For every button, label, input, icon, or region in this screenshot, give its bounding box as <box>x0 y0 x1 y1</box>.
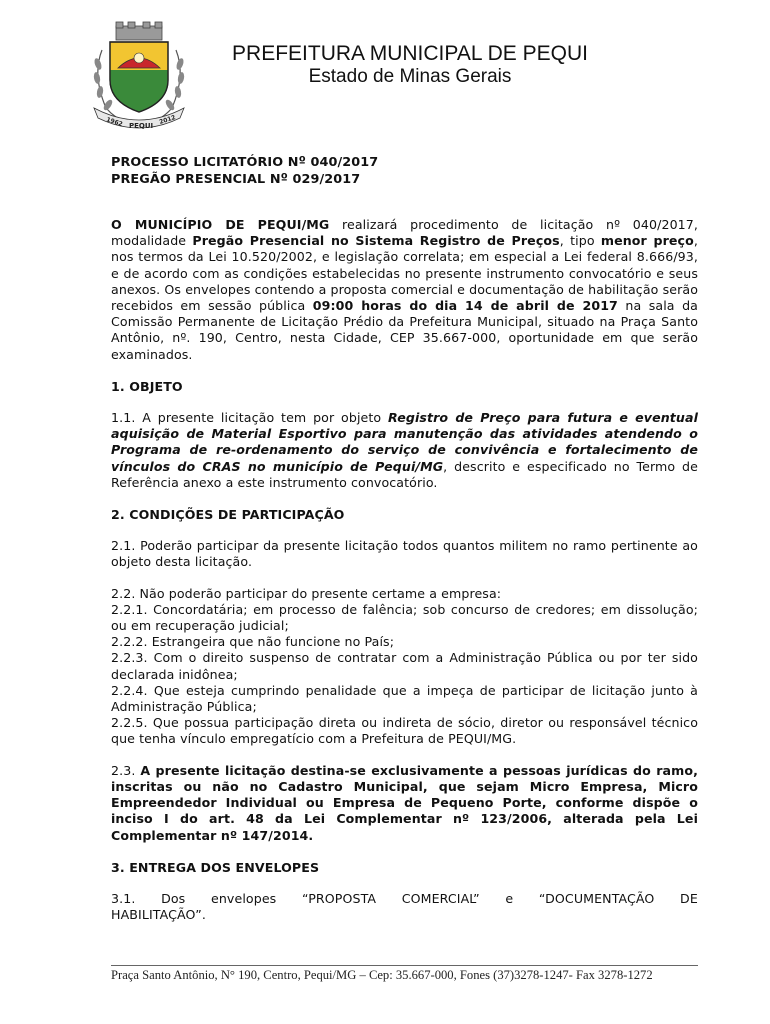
crest-year-right: 2012 <box>158 114 177 126</box>
page-footer: Praça Santo Antônio, N° 190, Centro, Pequi/MG – Cep: 35.667-000, Fones (37)3278-1247- Fax 3278-1272 <box>111 968 653 982</box>
section-1-title: 1. OBJETO <box>111 378 183 394</box>
intro-text-1: realizará procedimento de licitação nº 040/2017, modalidade <box>111 217 699 249</box>
p3-1-word-7: “DOCUMENTAÇÃO <box>538 890 655 906</box>
paragraph-2-2-2: 2.2.2. Estrangeira que não funcione no País; <box>111 634 395 650</box>
document-body <box>111 155 698 923</box>
p3-1-word-5: COMERCIAL” <box>401 890 480 906</box>
municipal-crest-icon <box>88 20 190 130</box>
crest-name: PEQUI <box>129 122 154 130</box>
paragraph-2-1: 2.1. Poderão participar da presente licitação todos quantos militem no ramo pertinente ao objeto desta licitação. <box>111 538 698 570</box>
intro-session-time: 09:00 horas do dia 14 de abril de 2017 <box>312 298 618 314</box>
paragraph-2-2-1: 2.2.1. Concordatária; em processo de falência; sob concurso de credores; em dissolução; ou em recuperação judicial; <box>111 601 698 634</box>
p3-1-word-1: 3.1. <box>111 890 136 906</box>
p2-3-number: 2.3. <box>111 762 141 778</box>
section-3-title: 3. ENTREGA DOS ENVELOPES <box>111 859 320 875</box>
paragraph-1-1 <box>111 410 698 491</box>
p2-3-text: A presente licitação destina-se exclusivamente a pessoas jurídicas do ramo, inscritas ou não no Cadastro Municipal, que sejam Micro Empresa, Micro Empreendedor Individual ou Empresa de Pequeno Porte, conforme dispõe o inciso I do art. 48 da Lei Complementar nº 123/2006, alterada pela Lei Complementar nº 147/2014. <box>111 762 698 843</box>
p1-1-object: Registro de Preço para futura e eventual aquisição de Material Esportivo para manutenção das atividades atendendo o Programa de re-ordenamento do serviço de convivência e fortalecimento de vínculos do CRAS no município de Pequi/MG <box>111 410 699 474</box>
paragraph-2-2-4: 2.2.4. Que esteja cumprindo penalidade que a impeça de participar de licitação junto à Administração Pública; <box>111 682 698 715</box>
p3-1-word-2: Dos <box>161 890 186 906</box>
paragraph-2-2: 2.2. Não poderão participar do presente certame a empresa: <box>111 585 502 601</box>
intro-text-2: , tipo <box>559 233 601 249</box>
paragraph-2-3 <box>111 763 698 844</box>
intro-paragraph <box>111 217 698 363</box>
p1-1-text-a: 1.1. A presente licitação tem por objeto <box>111 410 389 426</box>
p3-1-word-4: “PROPOSTA <box>301 890 377 906</box>
intro-type: menor preço <box>600 233 694 249</box>
pregao-number: PREGÃO PRESENCIAL Nº 029/2017 <box>111 171 361 187</box>
section-2-title: 2. CONDIÇÕES DE PARTICIPAÇÃO <box>111 507 345 523</box>
page-subtitle: Estado de Minas Gerais <box>308 66 512 87</box>
intro-municipality: O MUNICÍPIO DE PEQUI/MG <box>111 217 330 232</box>
paragraph-3-1 <box>111 891 698 907</box>
intro-text-3: , nos termos da Lei 10.520/2002, e legislação correlata; em especial a Lei federal 8.666/93, e de acordo com as condições estabelecidas no presente instrumento convocatório e seus anexos. Os envelopes contendo a proposta comercial e documentação de habilitação serão recebidos em sessão pública <box>111 233 698 314</box>
paragraph-2-2-5: 2.2.5. Que possua participação direta ou indireta de sócio, diretor ou responsável técnico que tenha vínculo empregatício com a Prefeitura de PEQUI/MG. <box>111 715 698 747</box>
intro-modality: Pregão Presencial no Sistema Registro de Preços <box>192 233 560 249</box>
intro-text-4: na sala da Comissão Permanente de Licitação Prédio da Prefeitura Municipal, situado na Praça Santo Antônio, nº. 190, Centro, nesta Cidade, CEP 35.667-000, oportunidade em que serão examinados. <box>111 298 698 362</box>
process-heading <box>111 155 698 188</box>
footer-divider <box>111 965 698 966</box>
page-title: PREFEITURA MUNICIPAL DE PEQUI <box>232 42 588 65</box>
p3-1-word-6: e <box>505 890 514 906</box>
crest-year-left: 1962 <box>105 116 124 129</box>
process-number: PROCESSO LICITATÓRIO Nº 040/2017 <box>111 155 379 170</box>
p3-1-word-8: DE <box>680 890 698 906</box>
p3-1-word-3: envelopes <box>210 890 277 906</box>
paragraph-2-2-3: 2.2.3. Com o direito suspenso de contratar com a Administração Pública ou por ter sido declarada inidônea; <box>111 650 698 682</box>
p1-1-text-c: , descrito e especificado no Termo de Referência anexo a este instrumento convocatório. <box>111 458 698 490</box>
paragraph-3-1-line-2: HABILITAÇÃO”. <box>111 907 206 923</box>
